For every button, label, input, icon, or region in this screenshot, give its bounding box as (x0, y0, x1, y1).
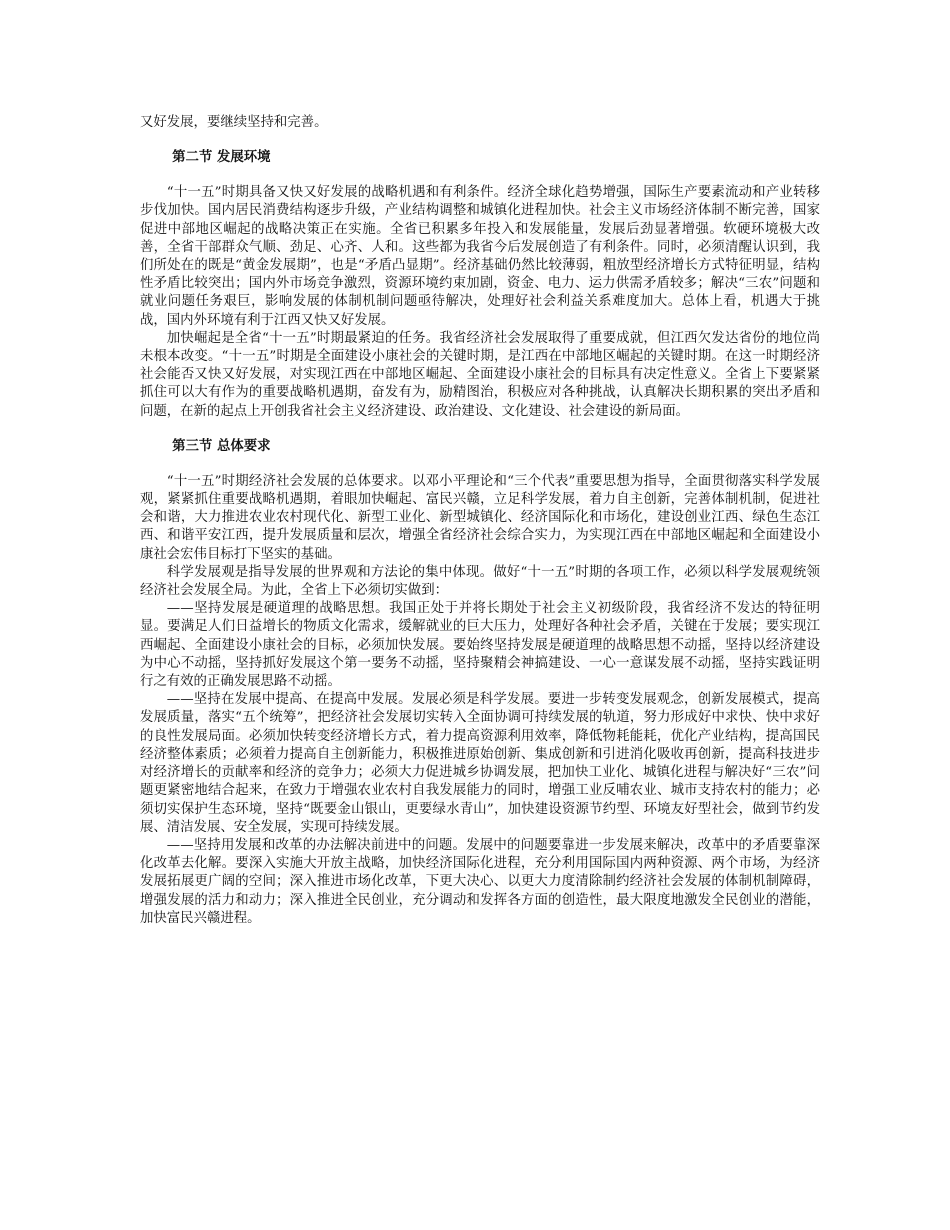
section-2-heading: 第二节 发展环境 (172, 150, 271, 166)
section-3-heading: 第三节 总体要求 (172, 438, 271, 454)
section-3-paragraph-4: ——坚持在发展中提高、在提高中发展。发展必须是科学发展。要进一步转变发展观念，创新发展模式，提高发展质量，落实“五个统筹”，把经济社会发展切实转入全面协调可持续发展的轨道，努力形成好中求快、快中求好的良性发展局面。必须加快转变经济增长方式，着力提高资源利用效率，降低物耗能耗，优化产业结构，提高国民经济整体素质；必须着力提高自主创新能力，积极推进原始创新、集成创新和引进消化吸收再创新，提高科技进步对经济增长的贡献率和经济的竞争力；必须大力促进城乡协调发展，把加快工业化、城镇化进程与解决好“三农”问题更紧密地结合起来，在致力于增强农业农村自我发展能力的同时，增强工业反哺农业、城市支持农村的能力；必须切实保护生态环境，坚持“既要金山银山，更要绿水青山”，加快建设资源节约型、环境友好型社会，做到节约发展、清洁发展、安全发展，实现可持续发展。 (140, 692, 820, 835)
section-3-paragraph-5: ——坚持用发展和改革的办法解决前进中的问题。发展中的问题要靠进一步发展来解决，改革中的矛盾要靠深化改革去化解。要深入实施大开放主战略，加快经济国际化进程，充分利用国际国内两种资源、两个市场，为经济发展拓展更广阔的空间；深入推进市场化改革，下更大决心、以更大力度清除制约经济社会发展的体制机制障碍，增强发展的活力和动力；深入推进全民创业，充分调动和发挥各方面的创造性，最大限度地激发全民创业的潜能，加快富民兴赣进程。 (140, 837, 820, 926)
section-3-paragraph-3: ——坚持发展是硬道理的战略思想。我国正处于并将长期处于社会主义初级阶段，我省经济不发达的特征明显。要满足人们日益增长的物质文化需求，缓解就业的巨大压力，处理好各种社会矛盾，关键在于发展；要实现江西崛起、全面建设小康社会的目标，必须加快发展。要始终坚持发展是硬道理的战略思想不动摇，坚持以经济建设为中心不动摇，坚持抓好发展这个第一要务不动摇，坚持聚精会神搞建设、一心一意谋发展不动摇，坚持实践证明行之有效的正确发展思路不动摇。 (140, 601, 820, 690)
section-3-paragraph-1: “十一五”时期经济社会发展的总体要求。以邓小平理论和“三个代表”重要思想为指导，全面贯彻落实科学发展观，紧紧抓住重要战略机遇期，着眼加快崛起、富民兴赣，立足科学发展，着力自主创新，完善体制机制，促进社会和谐，大力推进农业农村现代化、新型工业化、新型城镇化、经济国际化和市场化，建设创业江西、绿色生态江西、和谐平安江西，提升发展质量和层次，增强全省经济社会综合实力，为实现江西在中部地区崛起和全面建设小康社会宏伟目标打下坚实的基础。 (140, 473, 820, 562)
section-3-paragraph-2: 科学发展观是指导发展的世界观和方法论的集中体现。做好“十一五”时期的各项工作，必须以科学发展观统领经济社会发展全局。为此，全省上下必须切实做到： (140, 564, 820, 599)
section-2-paragraph-2: 加快崛起是全省“十一五”时期最紧迫的任务。我省经济社会发展取得了重要成就，但江西欠发达省份的地位尚未根本改变。“十一五”时期是全面建设小康社会的关键时期，是江西在中部地区崛起的关键时期。在这一时期经济社会能否又快又好发展，对实现江西在中部地区崛起、全面建设小康社会的目标具有决定性意义。全省上下要紧紧抓住可以大有作为的重要战略机遇期，奋发有为，励精图治，积极应对各种挑战，认真解决长期积累的突出矛盾和问题，在新的起点上开创我省社会主义经济建设、政治建设、文化建设、社会建设的新局面。 (140, 330, 820, 419)
section-2-paragraph-1: “十一五”时期具备又快又好发展的战略机遇和有利条件。经济全球化趋势增强，国际生产要素流动和产业转移步伐加快。国内居民消费结构逐步升级，产业结构调整和城镇化进程加快。社会主义市场经济体制不断完善，国家促进中部地区崛起的战略决策正在实施。全省已积累多年投入和发展能量，发展后劲显著增强。软硬环境极大改善，全省干部群众气顺、劲足、心齐、人和。这些都为我省今后发展创造了有利条件。同时，必须清醒认识到，我们所处在的既是“黄金发展期”，也是“矛盾凸显期”。经济基础仍然比较薄弱，粗放型经济增长方式特征明显，结构性矛盾比较突出；国内外市场竞争激烈，资源环境约束加剧，资金、电力、运力供需矛盾较多；解决“三农”问题和就业问题任务艰巨，影响发展的体制机制问题亟待解决，处理好社会利益关系难度加大。总体上看，机遇大于挑战，国内外环境有利于江西又快又好发展。 (140, 185, 820, 328)
intro-tail-paragraph: 又好发展，要继续坚持和完善。 (140, 115, 328, 130)
document-page (140, 114, 820, 928)
